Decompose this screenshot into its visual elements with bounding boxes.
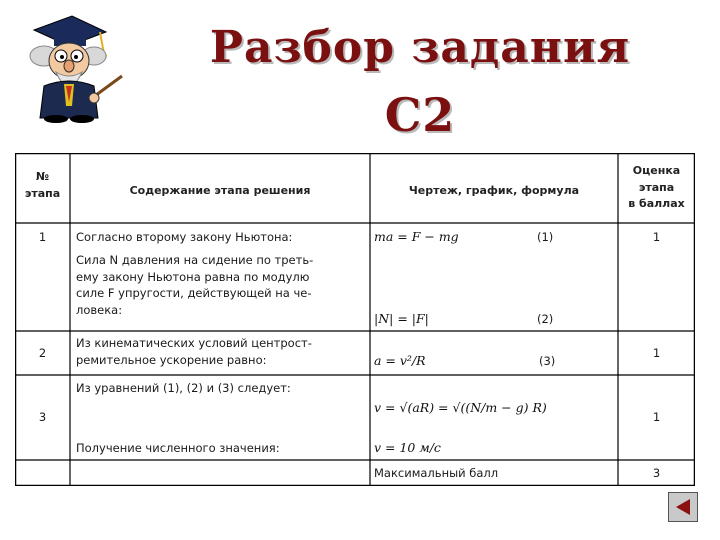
solution-table	[15, 153, 695, 486]
page-title-line-1: Разбор задания	[209, 22, 631, 73]
header-content: Содержание этапа решения	[129, 184, 311, 197]
header-score: Оценка этапа в баллах	[628, 164, 685, 210]
back-button[interactable]	[668, 492, 698, 522]
stage-2-content: Из кинематических условий центрост- ремительное ускорение равно:	[76, 336, 312, 367]
stage-3-formula-b: v = 10 м/с	[374, 440, 441, 455]
stage-1-formula-b: |N| = |F|	[374, 311, 429, 326]
stage-3-content-b: Получение численного значения:	[76, 441, 280, 455]
stage-1-content-a: Согласно второму закону Ньютона:	[76, 230, 293, 244]
professor-mascot-image	[14, 6, 124, 124]
stage-1-score: 1	[652, 230, 661, 244]
stage-2-formula: a = v²/R	[374, 353, 426, 368]
stage-1-equation-number-a: (1)	[537, 230, 554, 244]
stage-1-formula-a: ma = F − mg	[374, 229, 459, 244]
page-title-line-2: С2	[384, 88, 456, 142]
header-drawing: Чертеж, график, формула	[408, 184, 580, 197]
total-score: 3	[652, 466, 661, 480]
stage-3-formula-a: v = √(aR) = √((N/m − g) R)	[374, 400, 547, 415]
back-arrow-icon	[672, 496, 694, 518]
stage-1-number: 1	[38, 230, 47, 244]
stage-3-content-a: Из уравнений (1), (2) и (3) следует:	[76, 381, 291, 395]
stage-1-equation-number-b: (2)	[537, 312, 554, 326]
total-label: Максимальный балл	[374, 466, 499, 480]
stage-2-number: 2	[38, 346, 47, 360]
table-grid	[15, 153, 695, 486]
stage-2-equation-number: (3)	[539, 354, 556, 368]
stage-2-score: 1	[652, 346, 661, 360]
stage-3-number: 3	[38, 410, 47, 424]
stage-3-score: 1	[652, 410, 661, 424]
stage-1-content-b: Сила N давления на сидение по треть- ему закону Ньютона равна по модулю силе F упругости, действующей на че- ловека:	[76, 253, 314, 317]
header-stage-number: № этапа	[24, 170, 61, 200]
